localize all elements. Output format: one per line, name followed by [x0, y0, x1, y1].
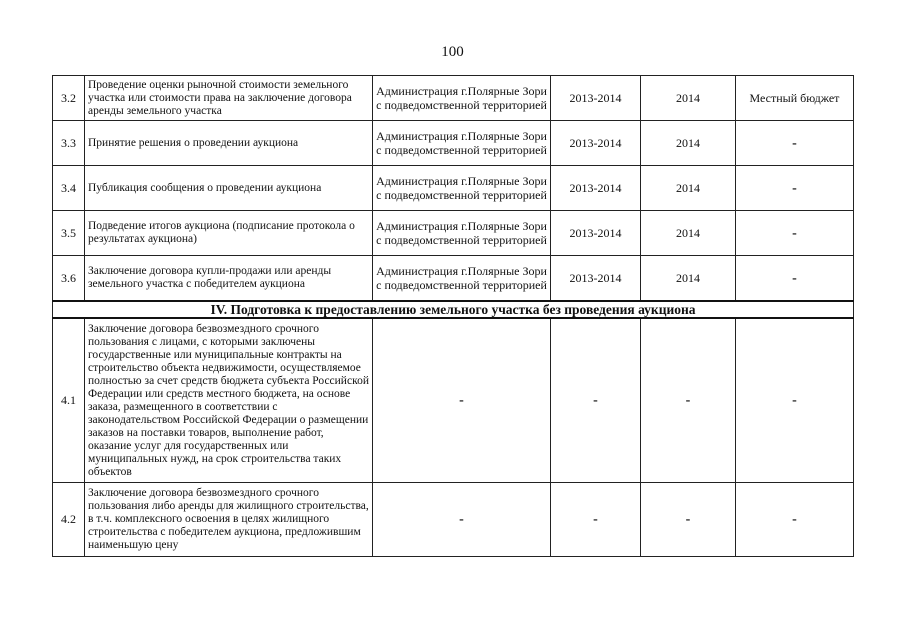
- table-row: [53, 256, 854, 302]
- row-number: 3.2: [53, 76, 85, 121]
- row-period: 2013-2014: [551, 121, 641, 166]
- row-activity: Проведение оценки рыночной стоимости земельного участка или стоимости права на заключение договора аренды земельного участка: [85, 76, 373, 121]
- row-number: 4.1: [53, 318, 85, 483]
- row-funding: Местный бюджет: [736, 76, 854, 121]
- row-year: -: [641, 318, 736, 483]
- row-period: 2013-2014: [551, 166, 641, 211]
- row-period: 2013-2014: [551, 76, 641, 121]
- row-activity: Принятие решения о проведении аукциона: [85, 121, 373, 166]
- section-title: IV. Подготовка к предоставлению земельного участка без проведения аукциона: [53, 301, 854, 318]
- row-number: 3.6: [53, 256, 85, 302]
- table-row: [53, 318, 854, 483]
- row-executor: -: [373, 483, 551, 557]
- row-activity: Заключение договора безвозмездного срочного пользования либо аренды для жилищного строительства, в т.ч. комплексного освоения в целях жилищного строительства с победителем аукциона, предложившим наименьшую цену: [85, 483, 373, 557]
- row-executor: -: [373, 318, 551, 483]
- row-activity: Подведение итогов аукциона (подписание протокола о результатах аукциона): [85, 211, 373, 256]
- table-row: [53, 121, 854, 166]
- page-number: 100: [441, 44, 464, 60]
- row-funding: -: [736, 211, 854, 256]
- row-funding: -: [736, 166, 854, 211]
- row-number: 3.3: [53, 121, 85, 166]
- row-activity: Заключение договора купли-продажи или аренды земельного участка с победителем аукциона: [85, 256, 373, 302]
- row-year: 2014: [641, 256, 736, 302]
- row-period: 2013-2014: [551, 211, 641, 256]
- row-funding: -: [736, 318, 854, 483]
- section-header-row: [53, 301, 854, 318]
- table-row: [53, 166, 854, 211]
- plan-table: [52, 75, 854, 557]
- table-row: [53, 76, 854, 121]
- row-executor: Администрация г.Полярные Зори с подведомственной территорией: [373, 166, 551, 211]
- row-number: 4.2: [53, 483, 85, 557]
- row-executor: Администрация г.Полярные Зори с подведомственной территорией: [373, 256, 551, 302]
- row-number: 3.5: [53, 211, 85, 256]
- row-funding: -: [736, 483, 854, 557]
- row-funding: -: [736, 121, 854, 166]
- table-row: [53, 483, 854, 557]
- table-row: [53, 211, 854, 256]
- row-executor: Администрация г.Полярные Зори с подведомственной территорией: [373, 76, 551, 121]
- row-executor: Администрация г.Полярные Зори с подведомственной территорией: [373, 211, 551, 256]
- row-year: 2014: [641, 121, 736, 166]
- row-period: -: [551, 318, 641, 483]
- row-period: 2013-2014: [551, 256, 641, 302]
- row-executor: Администрация г.Полярные Зори с подведомственной территорией: [373, 121, 551, 166]
- row-funding: -: [736, 256, 854, 302]
- row-year: 2014: [641, 166, 736, 211]
- row-activity: Заключение договора безвозмездного срочного пользования с лицами, с которыми заключены государственные или муниципальные контракты на строительство объекта недвижимости, осуществляемое полностью за счет средств бюджета субъекта Российской Федерации или средств местного бюджета, на основе заказа, размещенного в соответствии с законодательством Российской Федерации о размещении заказов на поставки товаров, выполнение работ, оказание услуг для государственных или муниципальных нужд, на срок строительства таких объектов: [85, 318, 373, 483]
- row-period: -: [551, 483, 641, 557]
- row-year: 2014: [641, 211, 736, 256]
- row-year: -: [641, 483, 736, 557]
- row-year: 2014: [641, 76, 736, 121]
- row-number: 3.4: [53, 166, 85, 211]
- row-activity: Публикация сообщения о проведении аукциона: [85, 166, 373, 211]
